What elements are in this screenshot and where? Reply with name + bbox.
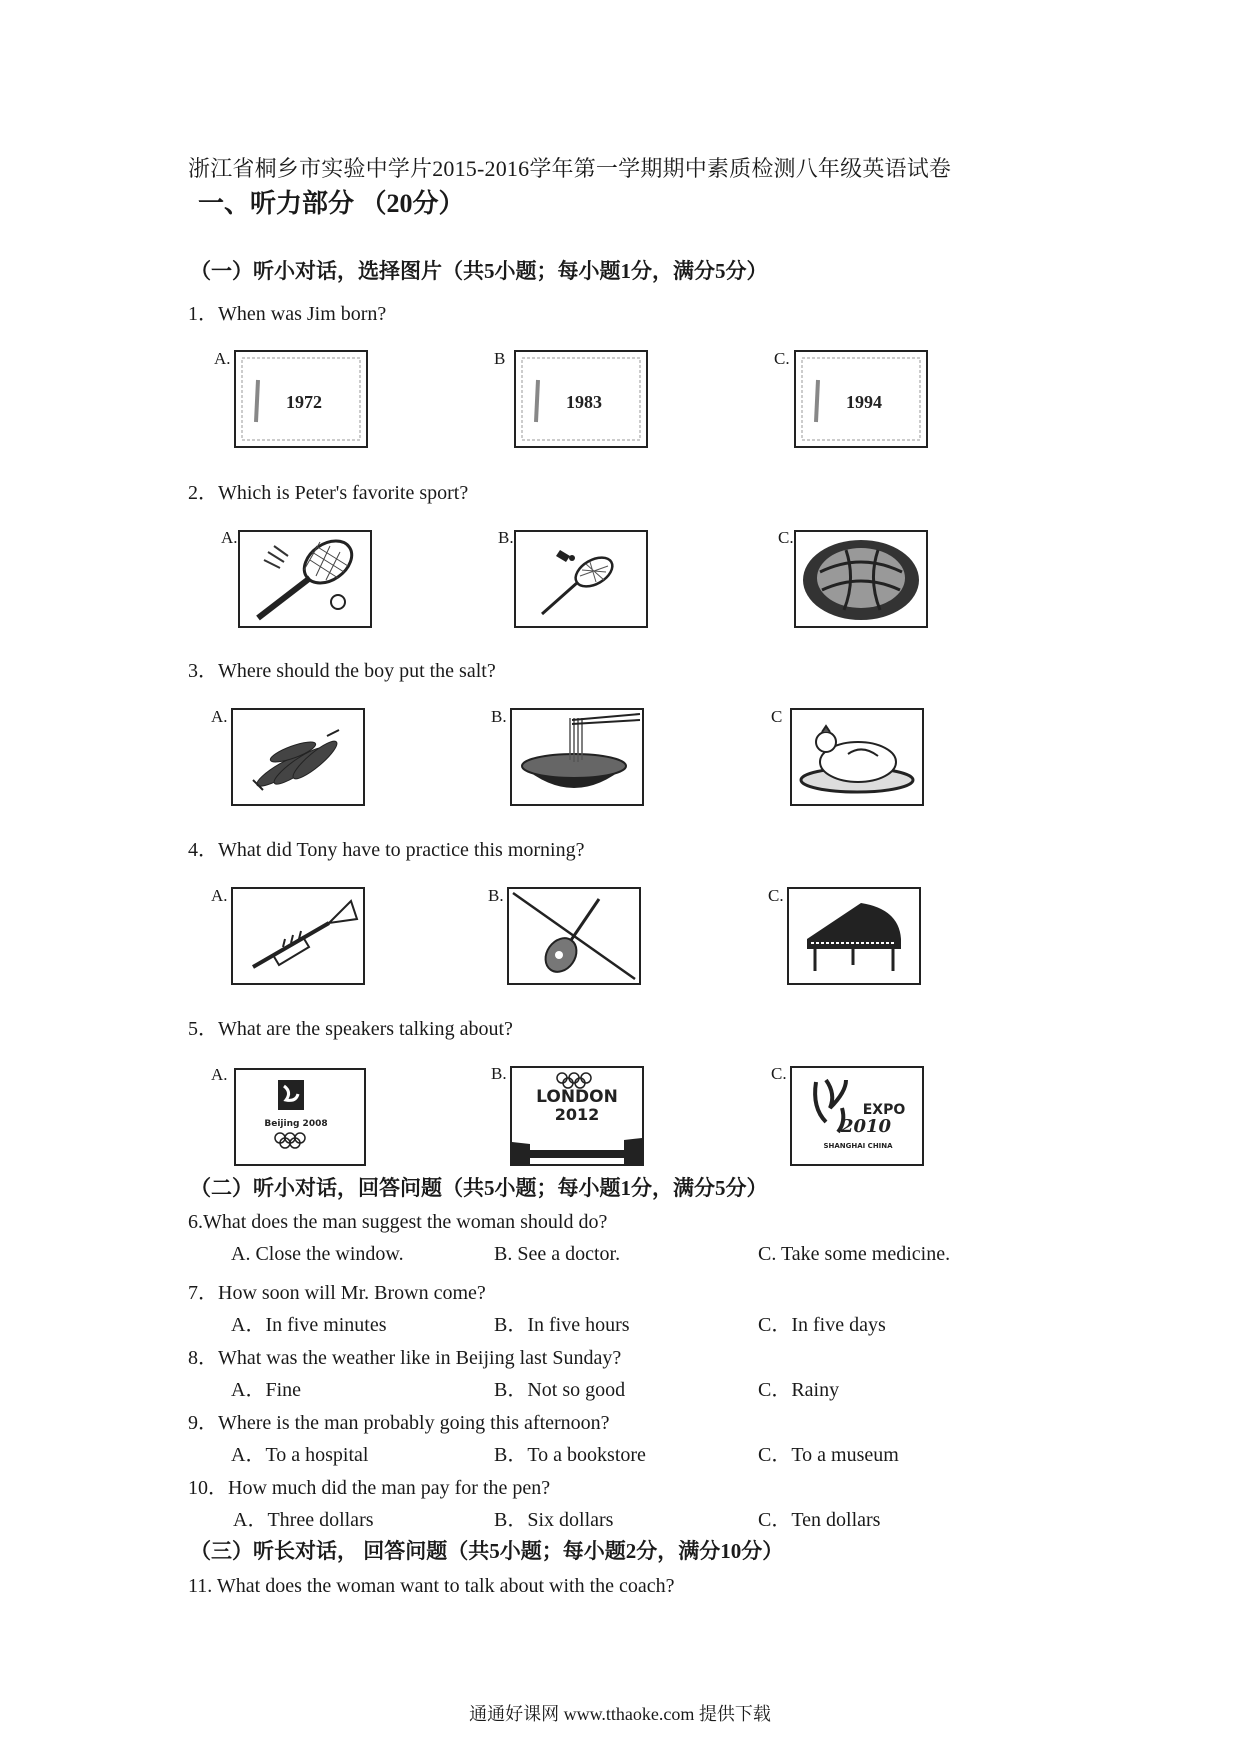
exam-title: 浙江省桐乡市实验中学片2015-2016学年第一学期期中素质检测八年级英语试卷 — [188, 156, 952, 181]
svg-text:SHANGHAI CHINA: SHANGHAI CHINA — [823, 1142, 893, 1150]
fish-icon[interactable] — [231, 708, 365, 806]
option-label: C. — [774, 349, 790, 368]
volleyball-icon[interactable] — [794, 530, 928, 628]
option-a[interactable]: A．Three dollars — [233, 1509, 374, 1531]
tennis-racket-icon[interactable] — [238, 530, 372, 628]
noodles-icon[interactable] — [510, 708, 644, 806]
svg-text:EXPO: EXPO — [862, 1102, 906, 1118]
question-4: 4．What did Tony have to practice this morning? — [188, 839, 585, 861]
year-text: 1994 — [846, 392, 882, 412]
svg-text:2010: 2010 — [840, 1116, 892, 1137]
option-label: C. — [778, 528, 794, 547]
question-9: 9．Where is the man probably going this afternoon? — [188, 1412, 610, 1434]
option-label: B. — [488, 886, 504, 905]
london-2012-logo[interactable] — [510, 1066, 644, 1166]
question-10: 10．How much did the man pay for the pen? — [188, 1477, 551, 1499]
question-1: 1．When was Jim born? — [188, 303, 387, 325]
option-c[interactable]: C．Rainy — [758, 1379, 840, 1401]
svg-text:Beijing 2008: Beijing 2008 — [264, 1119, 328, 1129]
year-text: 1972 — [286, 392, 322, 412]
option-b[interactable]: B. See a doctor. — [494, 1243, 621, 1265]
option-label: B. — [491, 707, 507, 726]
question-6: 6.What does the man suggest the woman should do? — [188, 1211, 608, 1233]
option-c[interactable]: C．To a museum — [758, 1444, 899, 1466]
piano-icon[interactable] — [787, 887, 921, 985]
option-label: A. — [214, 349, 231, 368]
option-a[interactable]: A．Fine — [231, 1379, 301, 1401]
option-b[interactable]: B．In five hours — [494, 1314, 630, 1336]
badminton-racket-icon[interactable] — [514, 530, 648, 628]
option-c[interactable]: C．Ten dollars — [758, 1509, 881, 1531]
part3-heading: （三）听长对话， 回答问题（共5小题；每小题2分，满分10分） — [190, 1539, 784, 1563]
svg-text:2012: 2012 — [554, 1105, 600, 1124]
option-b[interactable]: B．Six dollars — [494, 1509, 614, 1531]
violin-icon[interactable] — [507, 887, 641, 985]
option-b[interactable]: B．Not so good — [494, 1379, 626, 1401]
option-label: A. — [211, 886, 228, 905]
option-picture-year[interactable] — [794, 350, 928, 448]
option-b[interactable]: B．To a bookstore — [494, 1444, 646, 1466]
trumpet-icon[interactable] — [231, 887, 365, 985]
option-label: C — [771, 707, 783, 726]
question-3: 3．Where should the boy put the salt? — [188, 660, 496, 682]
option-a[interactable]: A．In five minutes — [231, 1314, 387, 1336]
question-8: 8．What was the weather like in Beijing last Sunday? — [188, 1347, 622, 1369]
expo-2010-logo[interactable] — [790, 1066, 924, 1166]
part1-heading: （一）听小对话，选择图片（共5小题；每小题1分，满分5分） — [190, 259, 768, 283]
svg-text:LONDON: LONDON — [536, 1087, 618, 1107]
option-a[interactable]: A. Close the window. — [231, 1243, 404, 1265]
option-label: A. — [211, 707, 228, 726]
option-c[interactable]: C. Take some medicine. — [758, 1243, 951, 1265]
year-text: 1983 — [566, 392, 602, 412]
option-label: B — [494, 349, 506, 368]
part2-heading: （二）听小对话，回答问题（共5小题；每小题1分，满分5分） — [190, 1176, 768, 1200]
footer-source: 通通好课网 www.tthaoke.com 提供下载 — [469, 1704, 771, 1724]
option-picture-year[interactable] — [514, 350, 648, 448]
question-11: 11. What does the woman want to talk about with the coach? — [188, 1575, 675, 1597]
question-7: 7．How soon will Mr. Brown come? — [188, 1282, 486, 1304]
question-5: 5．What are the speakers talking about? — [188, 1018, 513, 1040]
option-label: B. — [498, 528, 514, 547]
chicken-icon[interactable] — [790, 708, 924, 806]
beijing-2008-logo[interactable] — [234, 1068, 366, 1166]
section-listening-heading: 一、听力部分 （20分） — [198, 189, 465, 218]
question-2: 2．Which is Peter's favorite sport? — [188, 482, 469, 504]
option-picture-year[interactable] — [234, 350, 368, 448]
option-label: A. — [221, 528, 238, 547]
option-label: C. — [768, 886, 784, 905]
option-label: C. — [771, 1064, 787, 1083]
option-label: B. — [491, 1064, 507, 1083]
option-label: A. — [211, 1065, 228, 1084]
option-c[interactable]: C．In five days — [758, 1314, 886, 1336]
option-a[interactable]: A．To a hospital — [231, 1444, 369, 1466]
